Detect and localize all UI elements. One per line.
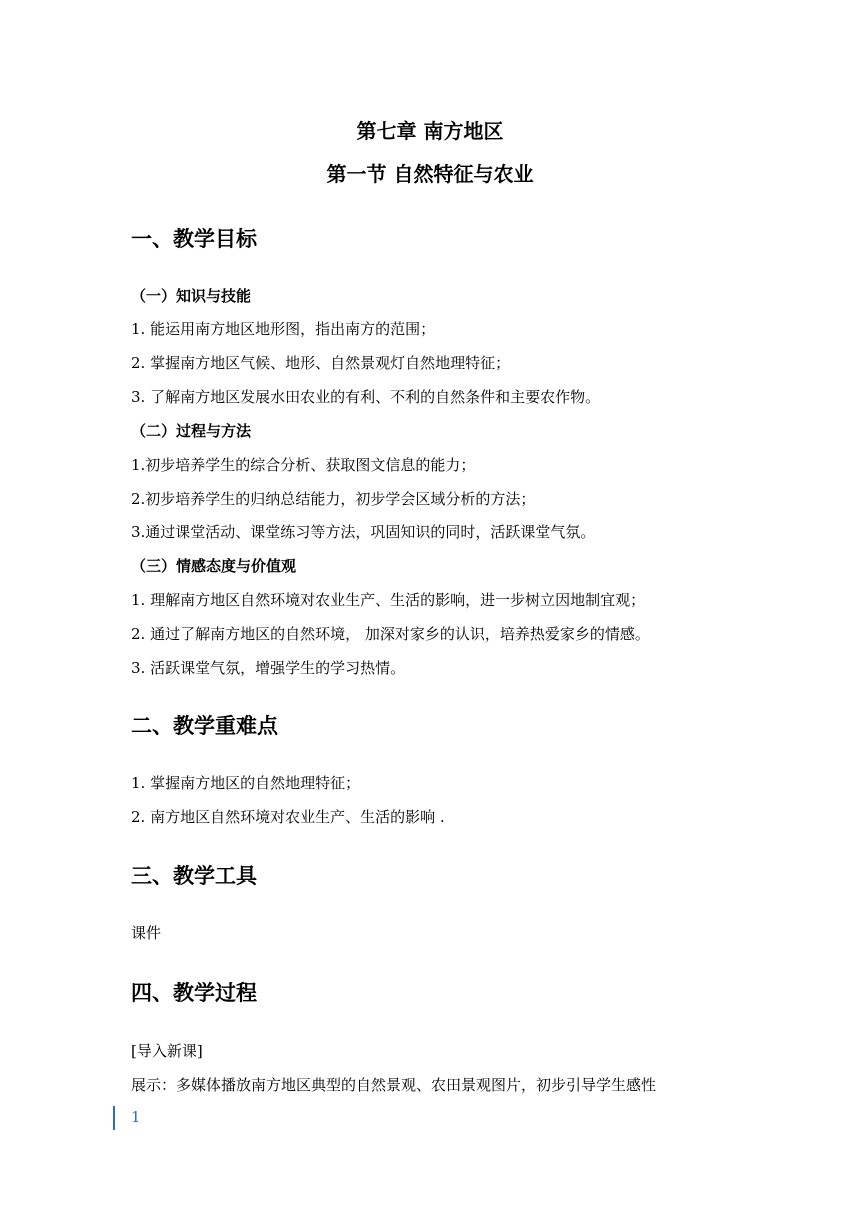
page-number: 1 [131, 1108, 141, 1126]
list-item: 3.通过课堂活动、课堂练习等方法，巩固知识的同时，活跃课堂气氛。 [131, 523, 596, 541]
subheading-attitudes-values: （三）情感态度与价值观 [131, 557, 297, 575]
subheading-knowledge-skills: （一）知识与技能 [131, 287, 252, 305]
list-item: 1. 能运用南方地区地形图，指出南方的范围； [131, 320, 436, 338]
heading-teaching-process: 四、教学过程 [131, 981, 257, 1005]
list-item: 1. 掌握南方地区的自然地理特征； [131, 774, 361, 792]
list-item: 1. 理解南方地区自然环境对农业生产、生活的影响，进一步树立因地制宜观； [131, 591, 646, 609]
subheading-process-methods: （二）过程与方法 [131, 422, 252, 440]
footer-accent-bar [113, 1106, 115, 1130]
chapter-title: 第七章 南方地区 [356, 119, 504, 143]
list-item: 1.初步培养学生的综合分析、获取图文信息的能力； [131, 456, 476, 474]
list-item: 2. 南方地区自然环境对农业生产、生活的影响 . [131, 808, 445, 826]
intro-label-text: [导入新课] [131, 1042, 203, 1060]
list-item: 3. 了解南方地区发展水田农业的有利、不利的自然条件和主要农作物。 [131, 388, 601, 406]
heading-key-difficult-points: 二、教学重难点 [131, 714, 278, 738]
intro-text: 展示：多媒体播放南方地区典型的自然景观、农田景观图片，初步引导学生感性 [131, 1076, 657, 1094]
intro-label [131, 1040, 203, 1061]
heading-teaching-objectives: 一、教学目标 [131, 227, 257, 251]
list-item: 2. 通过了解南方地区的自然环境， 加深对家乡的认识，培养热爱家乡的情感。 [131, 625, 650, 643]
list-item: 3. 活跃课堂气氛，增强学生的学习热情。 [131, 659, 406, 677]
heading-teaching-tools: 三、教学工具 [131, 864, 257, 888]
section-title: 第一节 自然特征与农业 [326, 162, 534, 186]
tools-text: 课件 [131, 924, 162, 942]
list-item: 2.初步培养学生的归纳总结能力，初步学会区域分析的方法； [131, 490, 536, 508]
list-item: 2. 掌握南方地区气候、地形、自然景观灯自然地理特征； [131, 354, 511, 372]
